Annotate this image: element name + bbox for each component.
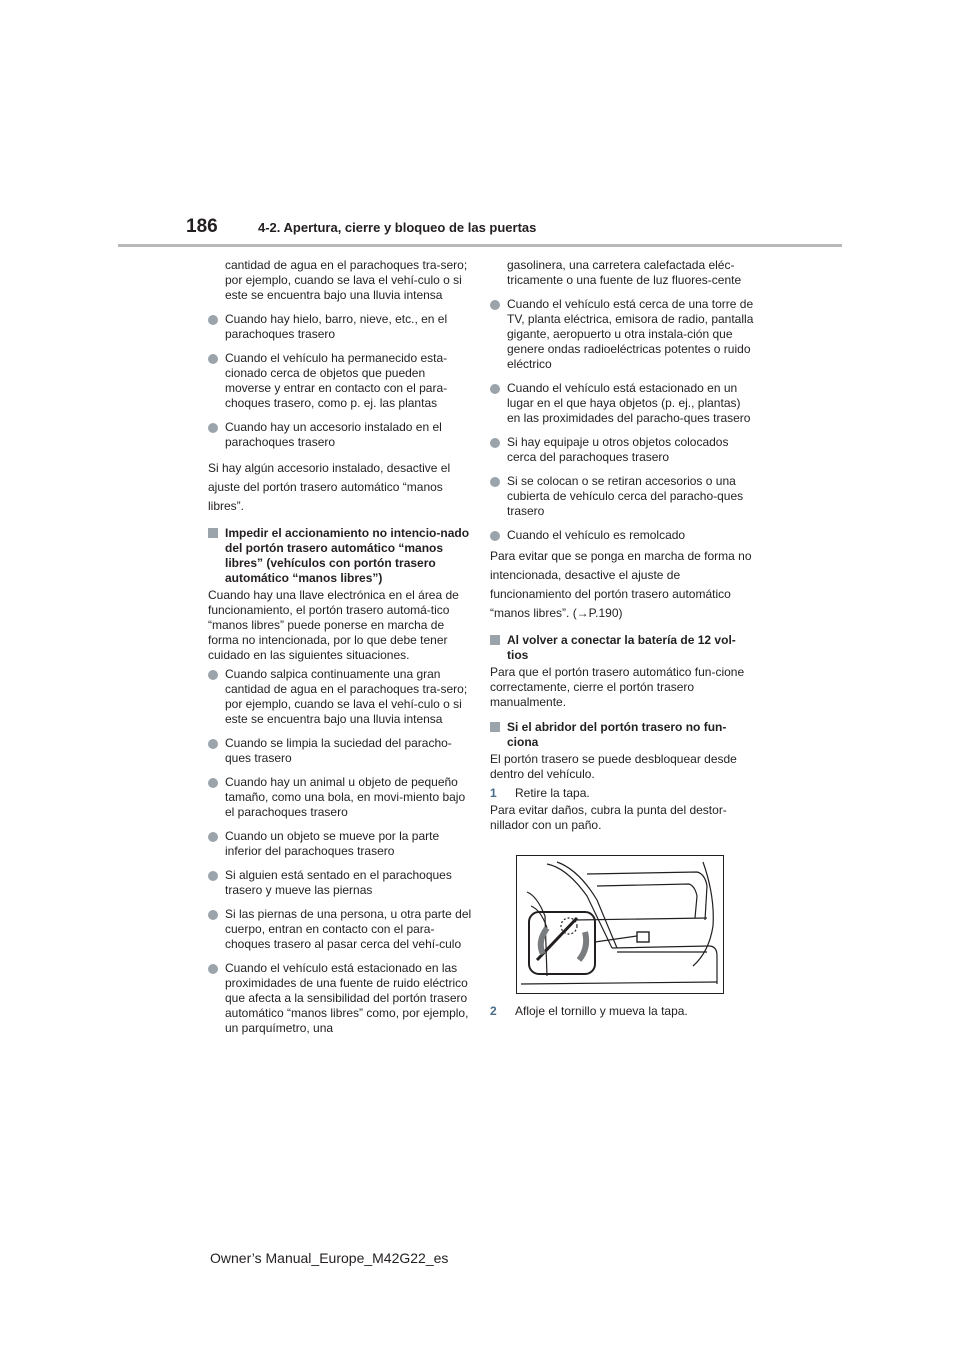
- paragraph: Cuando hay una llave electrónica en el área de funcionamiento, el portón trasero automá-tico “manos libres” puede ponerse en marcha de forma no intencionada, por lo que debe tener cuidado en las siguientes situaciones.: [208, 588, 459, 662]
- list-item-text: Cuando hay un animal u objeto de pequeño tamaño, como una bola, en movi-miento bajo el parachoques trasero: [225, 775, 466, 819]
- list-item: [490, 435, 754, 465]
- list-item-text: Cuando el vehículo está estacionado en las proximidades de una fuente de ruido eléctrico que afecta a la sensibilidad del portón trasero automático “manos libres” como, por ejemplo, un parquímetro, una: [225, 961, 469, 1035]
- heading-text: Impedir el accionamiento no intencio-nado del portón trasero automático “manos libres” (vehículos con portón trasero automático “manos libres”): [225, 526, 470, 585]
- list-item-text: Si se colocan o se retiran accesorios o una cubierta de vehículo cerca del paracho-ques trasero: [507, 474, 744, 518]
- paragraph: El portón trasero se puede desbloquear desde dentro del vehículo.: [490, 752, 737, 781]
- heading-text: Si el abridor del portón trasero no fun-ciona: [507, 720, 727, 749]
- list-item: [208, 829, 472, 859]
- list-item: [490, 474, 754, 519]
- list-item-text: Cuando hay hielo, barro, nieve, etc., en el parachoques trasero: [225, 312, 448, 341]
- tailgate-cover-illustration: [516, 855, 724, 994]
- subsection-heading: [208, 526, 472, 586]
- list-item: [208, 961, 472, 1036]
- list-item-text: Cuando un objeto se mueve por la parte inferior del parachoques trasero: [225, 829, 440, 858]
- bullet-icon: [208, 910, 218, 920]
- step-number: 1: [490, 786, 497, 800]
- right-column: [490, 258, 754, 1021]
- list-item: [208, 312, 472, 342]
- bullet-icon: [490, 300, 500, 310]
- list-item-text: Cuando el vehículo está estacionado en un lugar en el que haya objetos (p. ej., plantas) en las proximidades del paracho-ques trasero: [507, 381, 751, 425]
- bullet-icon: [208, 832, 218, 842]
- section-title: 4-2. Apertura, cierre y bloqueo de las puertas: [258, 220, 537, 235]
- left-column: [208, 258, 472, 1045]
- subsection-heading: [490, 633, 754, 663]
- bullet-icon: [490, 531, 500, 541]
- step-text: Retire la tapa.: [515, 786, 590, 800]
- list-item: [208, 736, 472, 766]
- bullet-icon: [208, 871, 218, 881]
- list-item-text: Cuando el vehículo está cerca de una torre de TV, planta eléctrica, emisora de radio, pantalla gigante, aeropuerto u otra instala-ción que genere ondas radioeléctricas potentes o ruido eléctrico: [507, 297, 754, 371]
- list-item: [490, 528, 754, 543]
- list-item: [490, 381, 754, 426]
- list-item: [208, 775, 472, 820]
- bullet-icon: [208, 778, 218, 788]
- heading-text: Al volver a conectar la batería de 12 vol-tios: [507, 633, 736, 662]
- list-item-text: Cuando el vehículo es remolcado: [507, 528, 686, 542]
- paragraph: Para que el portón trasero automático fun-cione correctamente, cierre el portón trasero manualmente.: [490, 665, 745, 709]
- bullet-icon: [490, 477, 500, 487]
- step-number: 2: [490, 1004, 497, 1018]
- list-item-text: Si hay equipaje u otros objetos colocados cerca del parachoques trasero: [507, 435, 729, 464]
- bullet-icon: [208, 739, 218, 749]
- bullet-icon: [208, 315, 218, 325]
- step-item: [490, 1004, 754, 1019]
- paragraph: Para evitar daños, cubra la punta del destor-nillador con un paño.: [490, 803, 727, 832]
- bullet-icon: [490, 438, 500, 448]
- list-item: [208, 667, 472, 727]
- footer-document-id: Owner’s Manual_Europe_M42G22_es: [210, 1250, 449, 1266]
- list-item: [208, 351, 472, 411]
- header-rule: [118, 244, 842, 247]
- bullet-icon: [208, 354, 218, 364]
- bullet-icon: [208, 423, 218, 433]
- list-item-text: Cuando salpica continuamente una gran cantidad de agua en el parachoques tra-sero; por ejemplo, cuando se lava el vehí-culo o si este se encuentra bajo una lluvia intensa: [225, 667, 468, 726]
- paragraph: Para evitar que se ponga en marcha de forma no intencionada, desactive el ajuste de funcionamiento del portón trasero automático “manos libres”. (→P.190): [490, 549, 752, 620]
- list-item-text: Cuando el vehículo ha permanecido esta-cionado cerca de objetos que pueden moverse y entrar en contacto con el para-choques trasero, como p. ej. las plantas: [225, 351, 448, 410]
- list-item-text: Si alguien está sentado en el parachoques trasero y mueve las piernas: [225, 868, 452, 897]
- paragraph: Si hay algún accesorio instalado, desactive el ajuste del portón trasero automático “manos libres”.: [208, 461, 451, 513]
- tailgate-cover-drawing: [517, 856, 723, 993]
- step-item: [490, 786, 754, 801]
- list-item: [208, 258, 472, 303]
- list-item-text: cantidad de agua en el parachoques tra-sero; por ejemplo, cuando se lava el vehí-culo o si este se encuentra bajo una lluvia intensa: [225, 258, 468, 302]
- step-text: Afloje el tornillo y mueva la tapa.: [515, 1004, 688, 1018]
- bullet-icon: [208, 670, 218, 680]
- square-bullet-icon: [490, 635, 500, 645]
- bullet-icon: [208, 964, 218, 974]
- bullet-icon: [490, 384, 500, 394]
- list-item-text: Cuando se limpia la suciedad del paracho-ques trasero: [225, 736, 452, 765]
- list-item: [208, 907, 472, 952]
- list-item-text: Cuando hay un accesorio instalado en el parachoques trasero: [225, 420, 442, 449]
- list-item: [490, 297, 754, 372]
- list-item: [208, 420, 472, 450]
- list-item: [490, 258, 754, 288]
- square-bullet-icon: [490, 722, 500, 732]
- subsection-heading: [490, 720, 754, 750]
- list-item-text: Si las piernas de una persona, u otra parte del cuerpo, entran en contacto con el para-choques trasero al pasar cerca del vehí-culo: [225, 907, 472, 951]
- list-item-text: gasolinera, una carretera calefactada eléc-tricamente o una fuente de luz fluores-cente: [507, 258, 742, 287]
- page-number: 186: [186, 216, 218, 237]
- list-item: [208, 868, 472, 898]
- square-bullet-icon: [208, 528, 218, 538]
